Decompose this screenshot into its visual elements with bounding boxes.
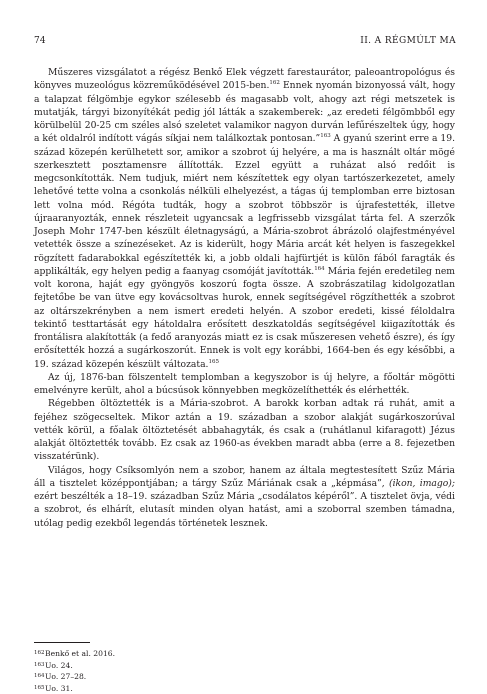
footnote-list (34, 648, 455, 694)
chapter-title: II. A RÉGMÚLT MA (360, 36, 456, 46)
footnote (34, 671, 455, 683)
paragraph-text: Ennek nyomán bizonyossá vált, hogy a talapzat félgömbje egykor szélesebb és magasabb volt, ahogy azt régi metszetek is mutatják, tárgyi bizonyítékát pedig jól látták a szakemberek: „az eredeti félgömbből egy körülbelül 20-25 cm széles alsó szeletet valamikor nagyon durván lefűrészeltek úgy, hogy a két oldalról indított vágás síkjai nem találkoztak pontosan.” (34, 80, 455, 144)
paragraph (34, 66, 455, 371)
footnote-reference: 163 (320, 133, 331, 139)
footnotes (34, 642, 455, 694)
footnote (34, 660, 455, 672)
running-header (34, 36, 456, 50)
footnote-divider (34, 642, 90, 643)
page-number: 74 (34, 36, 46, 46)
italic-text: (ikon, imago); (389, 478, 455, 489)
paragraph (34, 371, 455, 398)
footnote-reference: 164 (314, 266, 325, 272)
paragraph-text: Régebben öltöztették is a Mária-szobrot. A barokk korban adtak rá ruhát, amit a fejéhez szögecseltek. Mikor aztán a 19. században a szobor alakját sugárkoszorúval vették körül, a főalak öltöztetését abbahagyták, és csak a (ruhátlanul kifaragott) Jézus alakját öltöztették tovább. Ez csak az 1960-as években maradt abba (erre a 8. fejezetben visszatérünk). (34, 398, 455, 462)
paragraph (34, 464, 455, 530)
footnote-text: Uo. 31. (45, 684, 73, 693)
paragraph-text: Világos, hogy Csíksomlyón nem a szobor, hanem az általa megtestesített Szűz Mária áll a tisztelet középpontjában; a tárgy Szűz Máriának csak a „képmása”, (34, 465, 455, 489)
footnote (34, 683, 455, 694)
paragraph-text: ezért beszélték a 18–19. században Szűz Mária „csodálatos képéről”. A tisztelet övja, védi a szobrot, és elhárít, elutasít minden olyan hatást, ami a szoborral szemben támadna, utólag pedig ezekből legendás történetek lesznek. (34, 491, 455, 529)
footnote-number: 164 (34, 671, 45, 682)
footnote-text: Uo. 24. (45, 661, 73, 670)
footnote-reference: 165 (208, 359, 219, 365)
footnote-number: 162 (34, 648, 45, 659)
footnote-text: Benkő et al. 2016. (45, 649, 115, 658)
footnote-number: 165 (34, 683, 45, 694)
footnote (34, 648, 455, 660)
paragraph-text: Mária fején eredetileg nem volt korona, haját egy gyöngyös koszorú fogta össze. A szobrászatilag kidolgozatlan fejtetőbe be van ütve egy kovácsoltvas hurok, ennek segítségével rögzíthették a szobrot az oltárszekrényben a nem ismert eredeti helyén. A szobor eredeti, kissé féloldalra tekintő testtartását egy hátoldalra erősített deszkatoldás segítségével kiigazították és frontálisra alakították (a fedő aranyozás miatt ez is csak műszeresen vehető észre), és így erősítették hozzá a sugárkoszorút. Ennek is volt egy korábbi, 1664-ben és egy későbbi, a 19. század közepén készült változata. (34, 266, 455, 370)
body-text (34, 66, 455, 530)
paragraph-text: Az új, 1876-ban fölszentelt templomban a kegyszobor is új helyre, a főoltár mögötti emelvényre került, ahol a búcsúsok könnyebben megközelíthették és elérhették. (34, 372, 455, 396)
footnote-number: 163 (34, 660, 45, 671)
paragraph-text: Műszeres vizsgálatot a régész Benkő Elek végzett farestaurátor, paleoantropológus és könyves muzeológus közreműködésével 2015-ben. (34, 67, 455, 91)
paragraph (34, 397, 455, 463)
paragraph-text: A gyanú szerint erre a 19. század közepén kerülhetett sor, amikor a szobrot új helyére, a ma is használt oltár mögé szerkesztett posztamensre állították. Ezzel együtt a ruházat alsó redőit is megcsonkították. Nem tudjuk, miért nem készítettek egy olyan tartószerkezetet, amely lehetővé tette volna a csonkolás nélküli elhelyezést, a tágas új templomban erre biztosan lett volna mód. Régóta tudták, hogy a szobrot többször is újrafestették, illetve újraaranyozták, ennek részleteit ugyancsak a legfrissebb vizsgálat tárta fel. A szerzők Joseph Mohr 1747-ben készült életnagyságú, a Mária-szobrot ábrázoló olajfestményével vetették össze a színezéseket. Az is kiderült, hogy Mária arcát két helyen is faszegekkel rögzített fadarabokkal egészítették ki, a jobb oldali hajfürtjét is külön fából faragták és applikálták, egy helyen pedig a faanyag csomóját javították. (34, 133, 455, 277)
footnote-text: Uo. 27–28. (45, 672, 86, 681)
footnote-reference: 162 (269, 80, 280, 86)
